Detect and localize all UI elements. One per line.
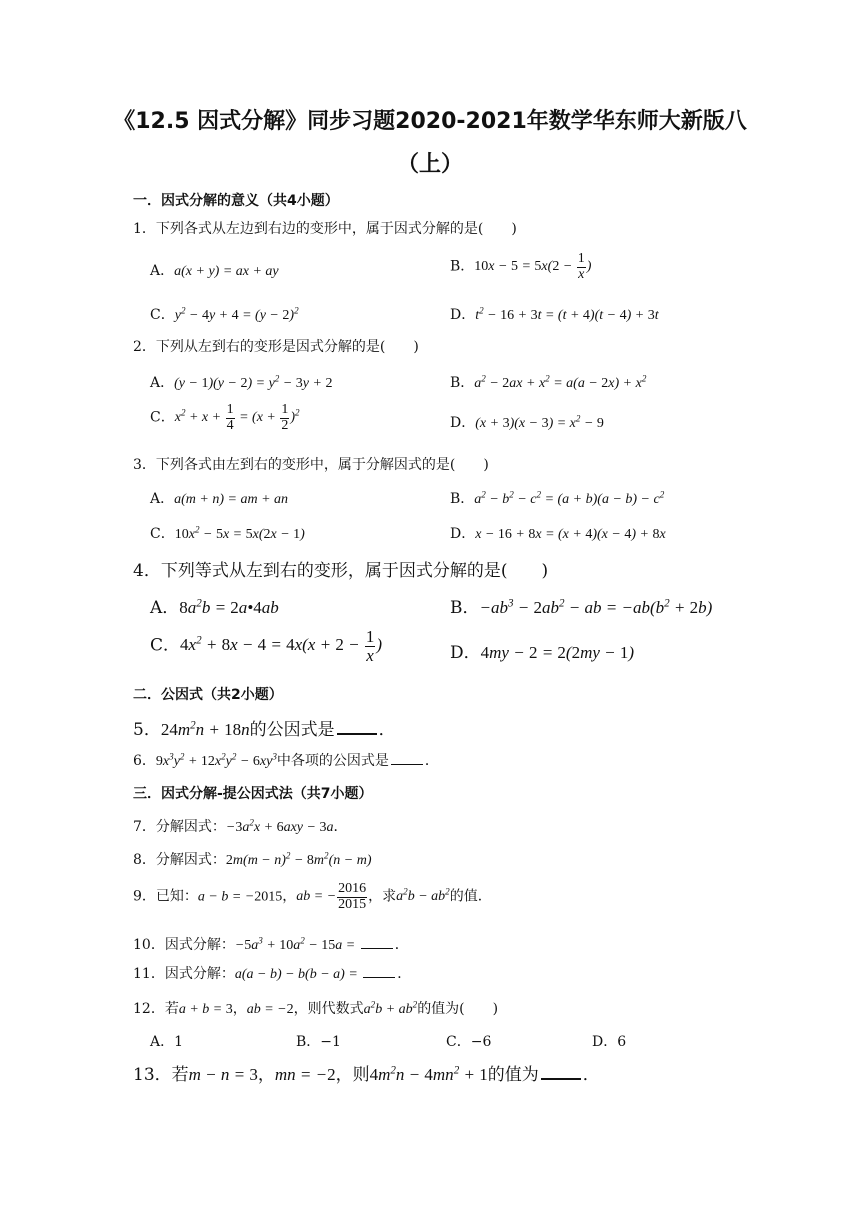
- question-12-option-d: D．6: [592, 1034, 627, 1050]
- question-8: 8．分解因式：$2m(m - n)^2 - 8m^2(n - m)$: [133, 850, 372, 868]
- question-2-option-c: C．$x^2 + x$ + $\frac{1}{4}$ = (x + $\frac{1}{2}$ )$^2$: [150, 402, 300, 433]
- question-2-option-a: A．$(y - 1)(y - 2) = y^2 - 3y + 2$: [150, 373, 333, 391]
- question-2-stem: 2．下列从左到右的变形是因式分解的是( ): [133, 339, 419, 355]
- question-3-option-c: C．$10x^2 - 5x = 5x(2x - 1)$: [150, 524, 305, 542]
- question-3-stem: 3．下列各式由左到右的变形中，属于分解因式的是( ): [133, 457, 489, 473]
- question-1-option-a: A．a(x + y) = ax + ay: [150, 263, 279, 279]
- question-12-option-b: B．−1: [296, 1034, 341, 1050]
- question-1-option-b: B．10x − 5 = 5x(2 − $\frac{1}{x}$ ): [450, 251, 592, 282]
- question-1-stem: 1．下列各式从左边到右边的变形中，属于因式分解的是( ): [133, 221, 517, 237]
- question-12-option-a: A．1: [150, 1034, 184, 1050]
- question-12-option-c: C．−6: [446, 1034, 492, 1050]
- question-3-option-a: A．a(m + n) = am + an: [150, 491, 289, 507]
- section-heading-3: 三．因式分解-提公因式法（共7小题）: [133, 786, 373, 802]
- question-1-option-d: D．$t^2 - 16 + 3t = (t + 4)(t - 4) + 3t$: [450, 305, 659, 323]
- document-title-line2: （上）: [396, 152, 463, 177]
- question-4-stem: 4．下列等式从左到右的变形，属于因式分解的是( ): [133, 561, 549, 581]
- question-13: 13．若m − n = 3，mn = −2，则$4m^2n - 4mn^2 + 1$的值为 ．: [133, 1064, 600, 1085]
- question-10: 10．因式分解：$-5a^3 + 10a^2 - 15a$ = ．: [133, 935, 409, 953]
- question-7: 7．分解因式：$-3a^2x + 6axy - 3a$．: [133, 817, 348, 835]
- answer-blank[interactable]: [541, 1077, 581, 1080]
- question-4-option-b: B．$-ab^3 - 2ab^2$ − ab = $-ab(b^2 + 2b)$: [450, 597, 713, 618]
- answer-blank[interactable]: [361, 947, 393, 949]
- question-11: 11．因式分解：a(a − b) − b(b − a) = ．: [133, 966, 412, 982]
- question-6: 6．$9x^3y^2 + 12x^2y^2 - 6xy^3$中各项的公因式是 ．: [133, 751, 439, 769]
- answer-blank[interactable]: [337, 732, 377, 735]
- question-12: 12．若a + b = 3，ab = −2，则代数式$a^2b + ab^2$的值为( ): [133, 999, 499, 1017]
- question-9: 9．已知：a − b = −2015，ab = − $\frac{2016}{2015}$ ，求$a^2b - ab^2$的值．: [133, 881, 492, 912]
- answer-blank[interactable]: [363, 976, 395, 978]
- question-3-option-d: D．x − 16 + 8x = (x + 4)(x − 4) + 8x: [450, 526, 666, 542]
- question-5: 5．$24m^2n + 18n$的公因式是 ．: [133, 719, 396, 740]
- question-2-option-d: D．$(x + 3)(x - 3) = x^2 - 9$: [450, 413, 604, 431]
- document-title-line1: 《12.5 因式分解》同步习题2020-2021年数学华东师大新版八: [113, 109, 747, 134]
- section-heading-2: 二．公因式（共2小题）: [133, 687, 283, 703]
- question-4-option-c: C．$4x^2 + 8x - 4 = 4x(x + 2$ − $\frac{1}{x}$ ): [150, 627, 382, 665]
- question-4-option-a: A．$8a^2b$ = 2a•4ab: [150, 597, 279, 618]
- question-2-option-b: B．$a^2 - 2ax + x^2 = a(a - 2x) + x^2$: [450, 373, 647, 391]
- section-heading-1: 一．因式分解的意义（共4小题）: [133, 193, 339, 209]
- question-3-option-b: B．$a^2 - b^2 - c^2 = (a + b)(a - b) - c^2$: [450, 489, 665, 507]
- question-4-option-d: D．4my − 2 = 2(2my − 1): [450, 643, 635, 663]
- question-1-option-c: C．$y^2 - 4y + 4 = (y - 2)^2$: [150, 305, 299, 323]
- answer-blank[interactable]: [391, 763, 423, 765]
